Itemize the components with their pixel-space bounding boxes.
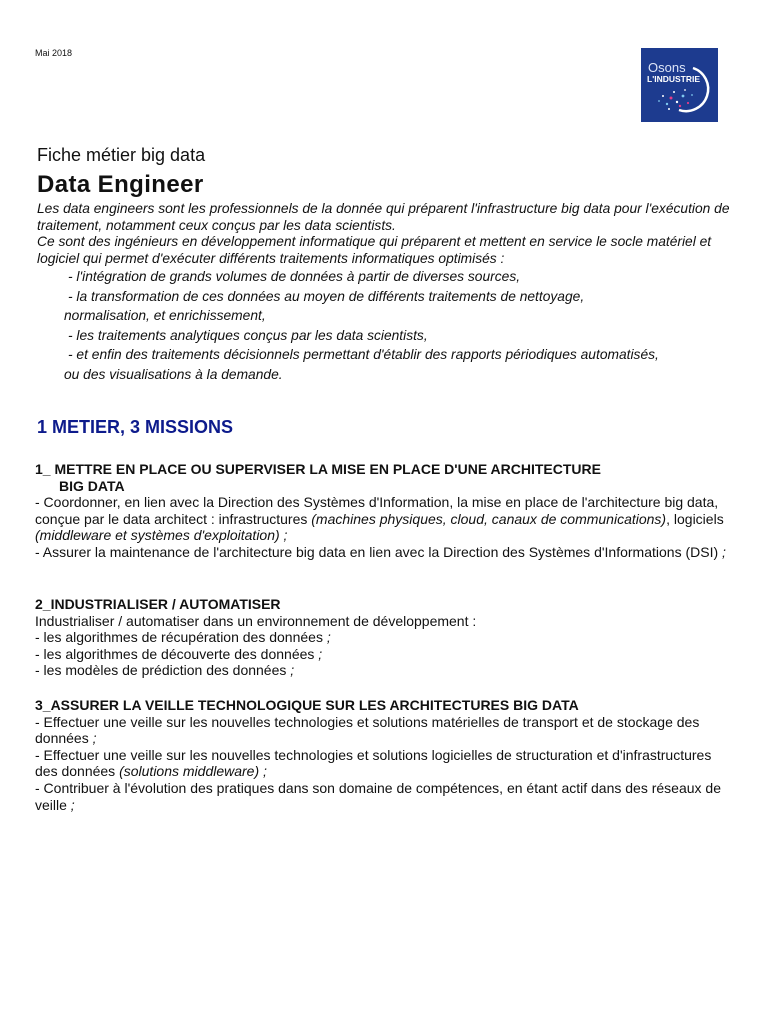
- logo-line1: Osons: [648, 60, 686, 75]
- mission-1-item-1-text-c: , logiciels: [666, 510, 724, 527]
- mission-2-item-2-text-b: ;: [318, 645, 323, 662]
- intro-paragraph-2: Ce sont des ingénieurs en développement informatique qui préparent et mettent en service le socle matériel et logiciel qui permet d'exécuter différents traitements informatiques optimisés :: [37, 234, 712, 266]
- mission-2-intro: Industrialiser / automatiser dans un environnement de développement :: [35, 612, 477, 629]
- mission-3-item-3: [35, 780, 735, 813]
- mission-1-item-2-text-b: ;: [722, 543, 726, 560]
- mission-3-item-2-text-b: (solutions middleware) ;: [119, 763, 267, 780]
- mission-2-item-2-text-a: - les algorithmes de découverte des données: [35, 645, 319, 662]
- mission-3-item-2: [35, 747, 735, 780]
- mission-2-item-3-text-a: - les modèles de prédiction des données: [35, 662, 291, 679]
- mission-1-title-line1: 1_ METTRE EN PLACE OU SUPERVISER LA MISE EN PLACE D'UNE ARCHITECTURE: [35, 461, 601, 477]
- mission-3-item-1-text-b: ;: [92, 730, 97, 747]
- mission-1-item-1-text-a: - Coordonner, en lien avec la Direction des Systèmes d'Information, la mise en place de l'architecture big data, conçue par le data architect : infrastructures: [35, 494, 719, 527]
- mission-2-title: 2_INDUSTRIALISER / AUTOMATISER: [35, 596, 281, 612]
- mission-3-title: 3_ASSURER LA VEILLE TECHNOLOGIQUE SUR LES ARCHITECTURES BIG DATA: [35, 697, 579, 713]
- mission-1-title-line2: BIG DATA: [59, 477, 125, 494]
- document-subtitle: Fiche métier big data: [37, 145, 206, 165]
- mission-1-item-1: [35, 494, 735, 544]
- mission-3: [35, 697, 735, 813]
- mission-2-item-1: [35, 629, 735, 646]
- document-date: Mai 2018: [35, 48, 73, 58]
- intro-bullet-2: - la transformation de ces données au moyen de différents traitements de nettoyage,: [68, 288, 585, 304]
- logo-line2: L'INDUSTRIE: [647, 74, 701, 84]
- intro-bullet-4-continued: ou des visualisations à la demande.: [64, 366, 283, 382]
- mission-1-item-2: [35, 544, 735, 561]
- intro-paragraph-1: Les data engineers sont les professionnels de la donnée qui préparent l'infrastructure big data pour l'exécution de traitement, notamment ceux conçus par les data scientists.: [37, 201, 730, 233]
- mission-1-title: [35, 461, 735, 494]
- mission-2-item-3: [35, 662, 735, 679]
- intro-block: [37, 201, 737, 384]
- mission-1: [35, 461, 735, 561]
- section-title: 1 METIER, 3 MISSIONS: [37, 417, 234, 437]
- mission-1-item-1-text-d: (middleware et systèmes d'exploitation) ;: [35, 527, 288, 544]
- mission-2-item-2: [35, 646, 735, 663]
- logo-graphic: [641, 48, 718, 122]
- mission-3-item-3-text-b: ;: [70, 796, 75, 813]
- mission-2-item-3-text-b: ;: [290, 662, 295, 679]
- intro-bullet-4: - et enfin des traitements décisionnels permettant d'établir des rapports périodiques automatisés,: [68, 347, 659, 362]
- mission-3-item-3-text-a: - Contribuer à l'évolution des pratiques dans son domaine de compétences, en étant actif dans des réseaux de veille: [35, 779, 721, 813]
- mission-2-item-1-text-b: ;: [326, 629, 331, 646]
- mission-3-item-1-text-a: - Effectuer une veille sur les nouvelles technologies et solutions matérielles de transport et de stockage des données: [35, 713, 700, 747]
- mission-3-item-2-text-a: - Effectuer une veille sur les nouvelles technologies et solutions logicielles de structuration et d'infrastructures des données: [35, 746, 712, 780]
- mission-3-item-1: [35, 714, 735, 747]
- mission-1-item-2-text-a: - Assurer la maintenance de l'architecture big data en lien avec la Direction des Systèmes d'Informations (DSI): [35, 543, 723, 560]
- mission-2: [35, 596, 735, 679]
- mission-2-item-1-text-a: - les algorithmes de récupération des données: [35, 629, 327, 646]
- intro-bullet-3: - les traitements analytiques conçus par les data scientists,: [68, 327, 428, 343]
- intro-bullet-1: - l'intégration de grands volumes de données à partir de diverses sources,: [68, 269, 521, 284]
- document-title: Data Engineer: [37, 171, 204, 198]
- osons-lindustrie-logo: [641, 48, 718, 122]
- mission-1-item-1-text-b: (machines physiques, cloud, canaux de communications): [311, 510, 667, 527]
- intro-bullet-2-continued: normalisation, et enrichissement,: [64, 308, 266, 323]
